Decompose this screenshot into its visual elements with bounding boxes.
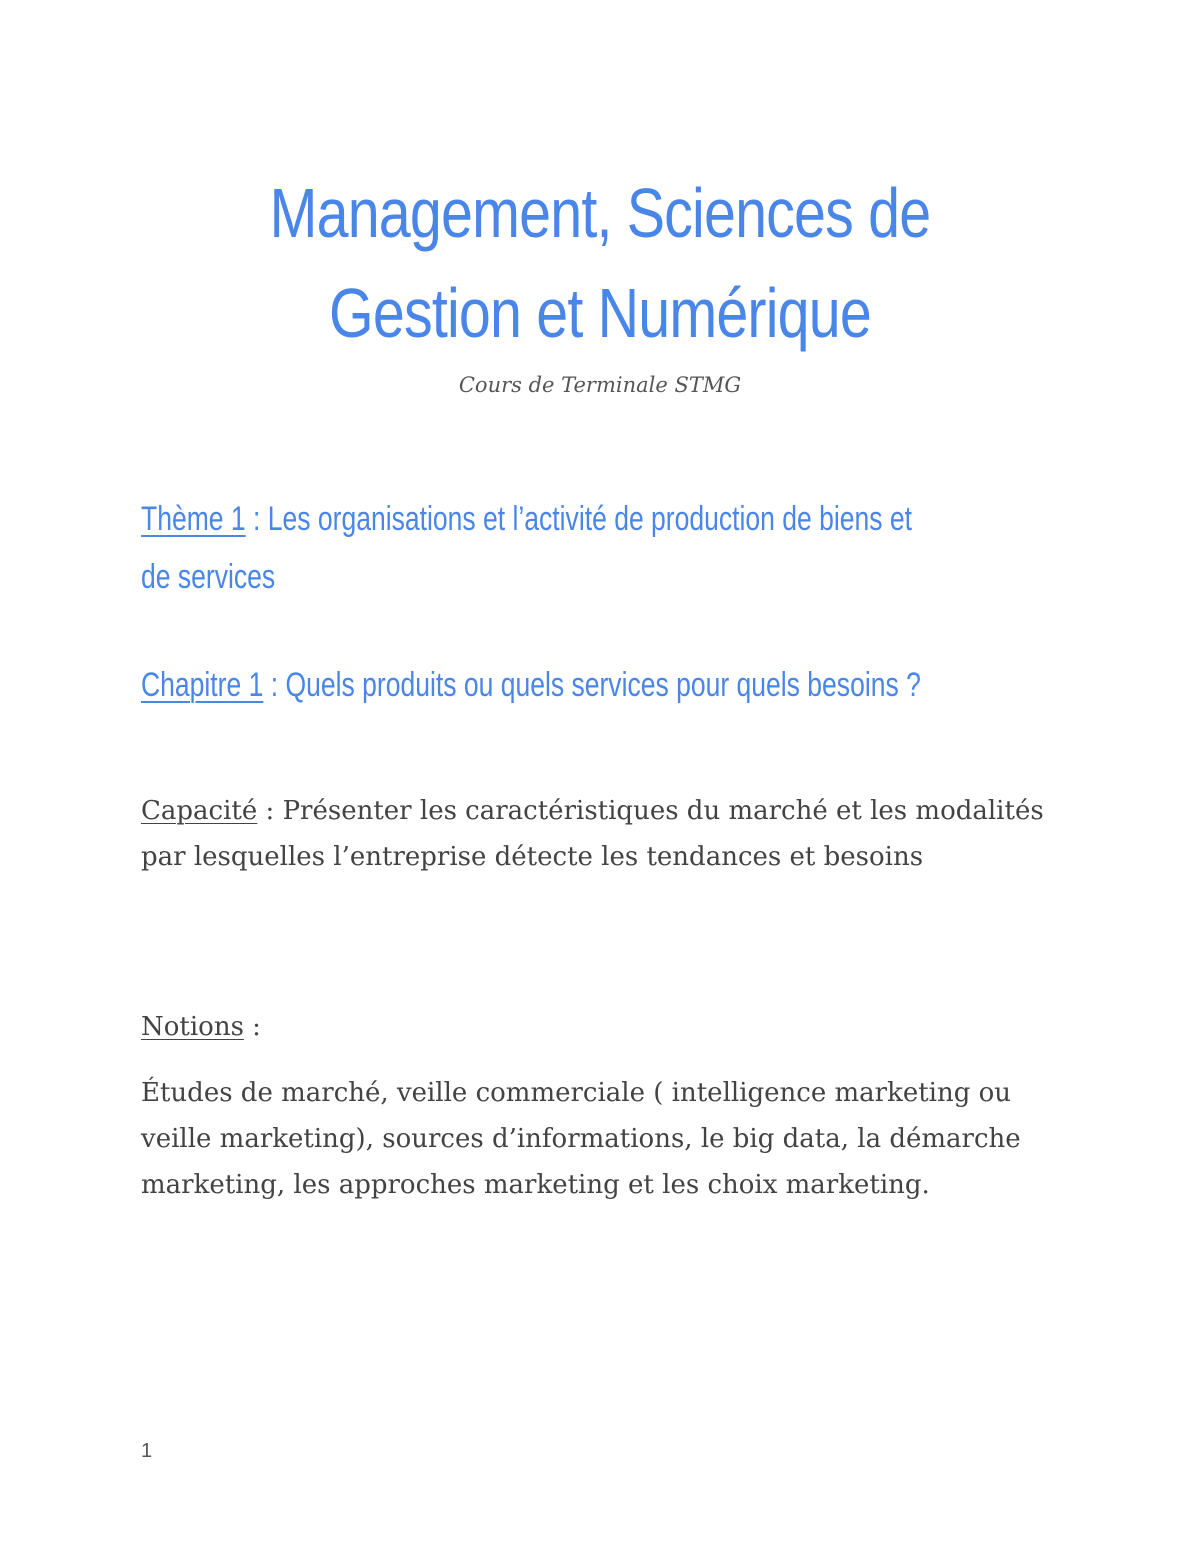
page-number: 1 bbox=[141, 1440, 153, 1462]
theme-separator: : bbox=[245, 500, 268, 538]
chapitre-separator: : bbox=[263, 666, 286, 704]
chapitre-label: Chapitre 1 bbox=[141, 666, 264, 704]
chapitre-heading bbox=[141, 656, 921, 714]
document-title-line-1: Management, Sciences de bbox=[269, 174, 931, 252]
theme-text-line-2: de services bbox=[141, 558, 276, 596]
capacite-paragraph bbox=[141, 788, 1081, 880]
notions-paragraph: Études de marché, veille commerciale ( intelligence marketing ou veille marketing), sources d’informations, le big data, la démarche marketing, les approches marketing et les choix marketing. bbox=[141, 1078, 1021, 1200]
capacite-text: Présenter les caractéristiques du marché et les modalités par lesquelles l’entreprise détecte les tendances et besoins bbox=[141, 796, 1044, 872]
chapitre-text: Quels produits ou quels services pour quels besoins ? bbox=[285, 666, 921, 704]
capacite-separator: : bbox=[257, 796, 283, 826]
theme-heading-continuation bbox=[141, 548, 921, 606]
theme-text-line-1: Les organisations et l’activité de production de biens et bbox=[267, 500, 913, 538]
document-subtitle: Cours de Terminale STMG bbox=[458, 373, 742, 397]
notions-label: Notions bbox=[141, 1012, 244, 1042]
document-title-line-2: Gestion et Numérique bbox=[329, 274, 871, 352]
notions-separator: : bbox=[243, 1012, 261, 1042]
theme-heading bbox=[141, 490, 921, 548]
theme-label: Thème 1 bbox=[141, 500, 246, 538]
capacite-label: Capacité bbox=[141, 796, 258, 826]
notions-heading bbox=[141, 1004, 1081, 1050]
